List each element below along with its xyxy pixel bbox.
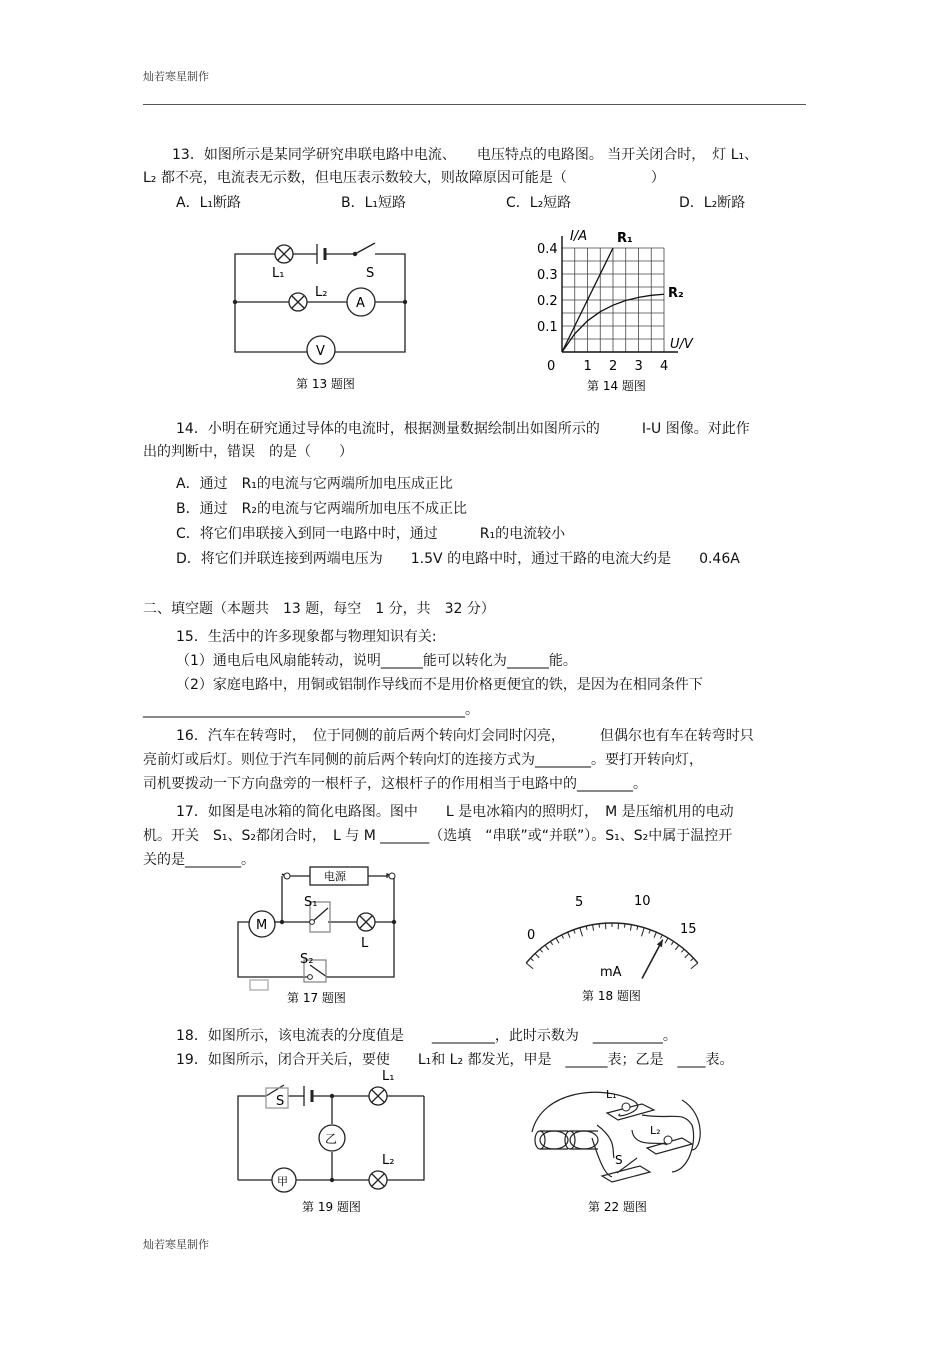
fig13-label-l2: L₂ bbox=[315, 285, 328, 300]
chart-y-tick-label: 0.3 bbox=[537, 268, 558, 283]
figure-22-physical-circuit bbox=[522, 1080, 722, 1220]
section-2-title: 二、填空题（本题共 13 题，每空 1 分，共 32 分） bbox=[143, 601, 495, 617]
meter-tick bbox=[665, 938, 668, 943]
meter-tick bbox=[526, 963, 533, 969]
fig18-caption: 第 18 题图 bbox=[582, 989, 641, 1003]
q14-option-b: B．通过 R₂的电流与它两端所加电压不成正比 bbox=[176, 501, 467, 517]
meter-tick bbox=[660, 935, 662, 939]
fig13-ammeter-label: A bbox=[356, 296, 365, 311]
meter-tick bbox=[586, 926, 587, 930]
fig19-meter-yi-label: 乙 bbox=[325, 1132, 338, 1146]
chart-x-tick-label: 0 bbox=[547, 359, 556, 374]
chart-x-tick-label: 1 bbox=[583, 359, 592, 374]
fig13-label-l1: L₁ bbox=[272, 266, 285, 281]
q13-line2: L₂ 都不亮，电流表无示数，但电压表示数较大，则故障原因可能是（ ） bbox=[143, 170, 665, 186]
q15-line4: ______________________________________________。 bbox=[143, 702, 479, 718]
q17-line1: 17．如图是电冰箱的简化电路图。图中 L 是电冰箱内的照明灯， M 是压缩机用的电动 bbox=[176, 804, 734, 820]
fig13-caption: 第 13 题图 bbox=[296, 377, 355, 391]
meter-tick-10: 10 bbox=[634, 894, 651, 909]
page-header: 灿若寒星制作 bbox=[143, 70, 209, 83]
q15-line2: （1）通电后电风扇能转动，说明______能可以转化为______能。 bbox=[176, 653, 577, 669]
meter-tick bbox=[540, 949, 543, 952]
q14-option-d: D．将它们并联连接到两端电压为 1.5V 的电路中时，通过干路的电流大约是 0.46A bbox=[176, 551, 740, 567]
q13-option-b: B．L₁短路 bbox=[341, 195, 407, 211]
fig19-switch-label: S bbox=[276, 1094, 285, 1109]
q16-line2: 亮前灯或后灯。则位于汽车同侧的前后两个转向灯的连接方式为________。要打开转向灯， bbox=[143, 752, 703, 768]
fig19-caption: 第 19 题图 bbox=[302, 1200, 361, 1214]
chart-ylabel: I/A bbox=[570, 229, 588, 244]
chart-x-tick-label: 2 bbox=[609, 359, 618, 374]
figure-19-circuit bbox=[232, 1068, 432, 1218]
meter-tick bbox=[535, 954, 539, 958]
meter-tick bbox=[550, 941, 552, 944]
q14-line2: 出的判断中，错误 的是（ ） bbox=[143, 444, 353, 460]
fig13-label-s: S bbox=[366, 266, 375, 281]
meter-tick bbox=[649, 930, 650, 934]
chart-x-tick-label: 4 bbox=[660, 359, 669, 374]
chart-series-label-r2: R₂ bbox=[668, 286, 684, 301]
chart-y-tick-label: 0.1 bbox=[537, 320, 558, 335]
q14-option-a: A．通过 R₁的电流与它两端所加电压成正比 bbox=[176, 476, 453, 492]
fig17-motor-label: M bbox=[256, 918, 268, 933]
q15-line3: （2）家庭电路中，用铜或铝制作导线而不是用价格更便宜的铁，是因为在相同条件下 bbox=[176, 677, 703, 693]
meter-tick bbox=[531, 958, 534, 961]
meter-tick bbox=[574, 930, 575, 934]
fig17-power-label: 电源 bbox=[324, 870, 346, 883]
meter-tick bbox=[545, 945, 549, 950]
fig22-caption: 第 22 题图 bbox=[588, 1200, 647, 1214]
fig22-switch-label: S bbox=[615, 1153, 623, 1167]
meter-tick bbox=[580, 928, 583, 937]
meter-ticks bbox=[526, 923, 698, 969]
meter-tick bbox=[593, 925, 594, 931]
meter-tick bbox=[568, 932, 570, 938]
chart-series-label-r1: R₁ bbox=[617, 231, 633, 246]
fig17-caption: 第 17 题图 bbox=[287, 991, 346, 1005]
fig17-s2-label: S₂ bbox=[300, 952, 314, 967]
q17-line3: 关的是________。 bbox=[143, 852, 255, 868]
fig19-l2-label: L₂ bbox=[382, 1153, 395, 1168]
fig19-l1-label: L₁ bbox=[382, 1069, 395, 1084]
meter-tick-0: 0 bbox=[527, 928, 536, 943]
q17-line2: 机。开关 S₁、S₂都闭合时， L 与 M _______（选填 “串联”或“并联”）。S₁、S₂中属于温控开 bbox=[143, 828, 733, 844]
q14-option-c: C．将它们串联接入到同一电路中时，通过 R₁的电流较小 bbox=[176, 526, 566, 542]
meter-tick-5: 5 bbox=[575, 895, 584, 910]
q13-option-d: D．L₂断路 bbox=[679, 195, 746, 211]
fig14-caption: 第 14 题图 bbox=[587, 379, 646, 393]
figure-17-circuit bbox=[232, 862, 412, 1007]
meter-tick bbox=[681, 949, 684, 952]
q18-line1: 18．如图所示，该电流表的分度值是 _________，此时示数为 __________。 bbox=[176, 1028, 677, 1044]
meter-tick bbox=[691, 958, 694, 961]
fig22-l1-label: L₁ bbox=[606, 1088, 617, 1101]
header-rule bbox=[143, 104, 806, 105]
meter-tick-15: 15 bbox=[680, 922, 697, 937]
meter-tick bbox=[691, 963, 698, 969]
meter-tick bbox=[671, 941, 673, 944]
q16-line1: 16．汽车在转弯时， 位于同侧的前后两个转向灯会同时闪亮， 但偶尔也有车在转弯时只 bbox=[176, 728, 754, 744]
chart-y-tick-label: 0.4 bbox=[537, 242, 558, 257]
meter-tick bbox=[675, 945, 679, 950]
fig22-l2-label: L₂ bbox=[650, 1124, 661, 1137]
q14-line1: 14．小明在研究通过导体的电流时，根据测量数据绘制出如图所示的 I-U 图像。对此作 bbox=[176, 421, 750, 437]
meter-tick bbox=[654, 932, 656, 938]
q19-line1: 19．如图所示，闭合开关后，要使 L₁和 L₂ 都发光，甲是 ______表；乙是 ____表。 bbox=[176, 1052, 734, 1068]
meter-tick bbox=[685, 954, 689, 958]
fig17-s1-label: S₁ bbox=[304, 895, 318, 910]
fig17-lamp-label: L bbox=[361, 936, 369, 951]
page-footer: 灿若寒星制作 bbox=[143, 1238, 209, 1251]
meter-tick bbox=[642, 928, 645, 937]
figure-18-ammeter bbox=[520, 885, 710, 1005]
meter-tick bbox=[630, 925, 631, 931]
fig19-meter-jia-label: 甲 bbox=[277, 1175, 288, 1188]
chart-x-tick-label: 3 bbox=[634, 359, 643, 374]
q15-line1: 15．生活中的许多现象都与物理知识有关: bbox=[176, 629, 437, 645]
q13-line1: 13．如图所示是某同学研究串联电路中电流、 电压特点的电路图。 当开关闭合时， 灯 L₁、 bbox=[172, 147, 759, 163]
chart-y-tick-label: 0.2 bbox=[537, 294, 558, 309]
meter-tick bbox=[637, 926, 638, 930]
fig13-voltmeter-label: V bbox=[316, 344, 325, 359]
q16-line3: 司机要拨动一下方向盘旁的一根杆子，这根杆子的作用相当于电路中的________。 bbox=[143, 776, 647, 792]
figure-13-circuit bbox=[225, 232, 415, 397]
chart-grid bbox=[562, 248, 664, 352]
meter-unit-label: mA bbox=[600, 965, 622, 980]
chart-xlabel: U/V bbox=[670, 337, 693, 352]
q13-option-c: C．L₂短路 bbox=[506, 195, 572, 211]
meter-tick bbox=[556, 938, 559, 943]
meter-tick bbox=[562, 935, 564, 939]
q13-option-a: A．L₁断路 bbox=[176, 195, 241, 211]
figure-14-chart bbox=[530, 222, 720, 397]
